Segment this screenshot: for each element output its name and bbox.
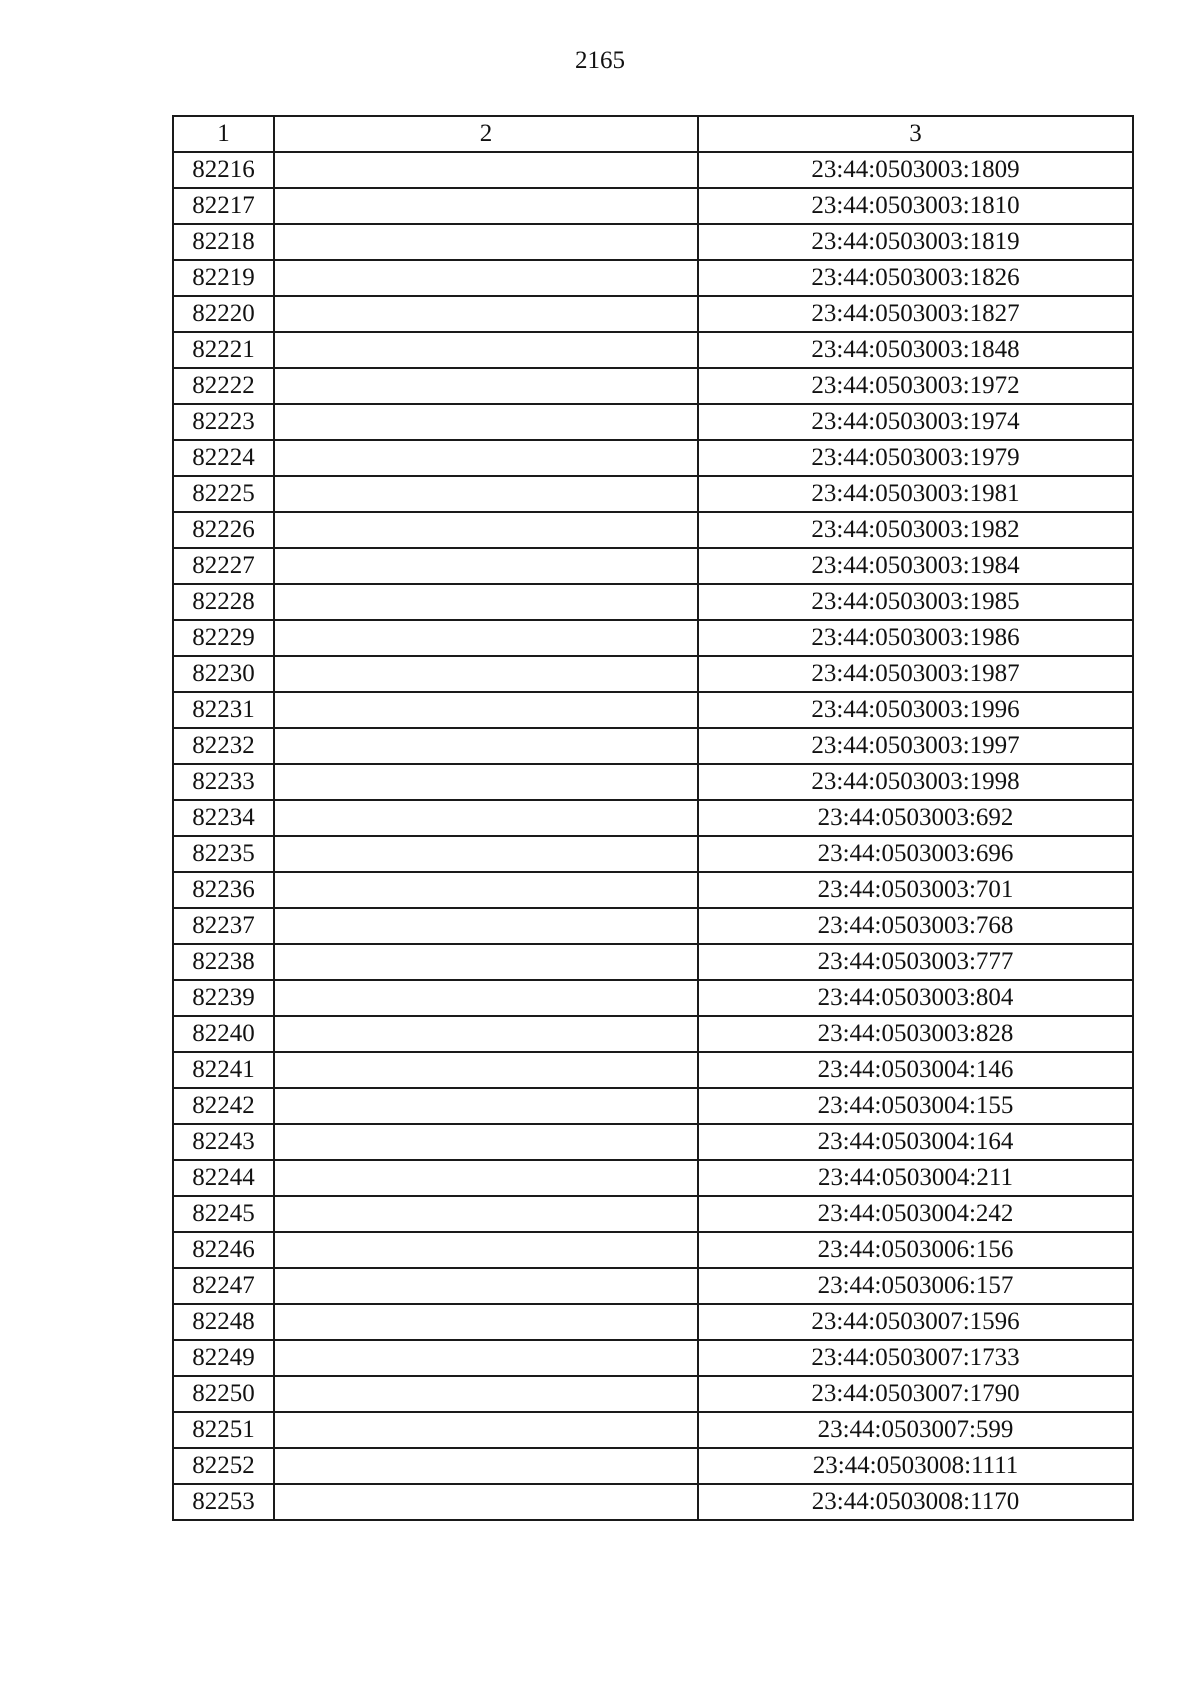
row-number-cell: 82231	[173, 692, 274, 728]
table-row	[173, 296, 1133, 332]
row-number-cell: 82249	[173, 1340, 274, 1376]
row-number-cell: 82253	[173, 1484, 274, 1520]
table-row	[173, 440, 1133, 476]
empty-cell	[274, 764, 698, 800]
table-row	[173, 1376, 1133, 1412]
table-row	[173, 1448, 1133, 1484]
empty-cell	[274, 728, 698, 764]
row-number-cell: 82234	[173, 800, 274, 836]
cadastral-number-cell: 23:44:0503008:1170	[698, 1484, 1133, 1520]
empty-cell	[274, 224, 698, 260]
row-number-cell: 82218	[173, 224, 274, 260]
cadastral-number-cell: 23:44:0503003:1827	[698, 296, 1133, 332]
table-row	[173, 1412, 1133, 1448]
row-number-cell: 82247	[173, 1268, 274, 1304]
row-number-cell: 82248	[173, 1304, 274, 1340]
empty-cell	[274, 584, 698, 620]
cadastral-number-cell: 23:44:0503004:164	[698, 1124, 1133, 1160]
table-row	[173, 332, 1133, 368]
cadastral-number-cell: 23:44:0503003:696	[698, 836, 1133, 872]
table-row	[173, 764, 1133, 800]
row-number-cell: 82220	[173, 296, 274, 332]
row-number-cell: 82222	[173, 368, 274, 404]
row-number-cell: 82230	[173, 656, 274, 692]
cadastral-number-cell: 23:44:0503003:1809	[698, 152, 1133, 188]
cadastral-number-cell: 23:44:0503003:1997	[698, 728, 1133, 764]
table-row	[173, 404, 1133, 440]
cadastral-number-cell: 23:44:0503003:1986	[698, 620, 1133, 656]
row-number-cell: 82246	[173, 1232, 274, 1268]
cadastral-number-cell: 23:44:0503003:1996	[698, 692, 1133, 728]
row-number-cell: 82217	[173, 188, 274, 224]
table-row	[173, 728, 1133, 764]
cadastral-number-cell: 23:44:0503004:146	[698, 1052, 1133, 1088]
cadastral-number-cell: 23:44:0503003:1985	[698, 584, 1133, 620]
empty-cell	[274, 1232, 698, 1268]
cadastral-number-cell: 23:44:0503003:1981	[698, 476, 1133, 512]
registry-table	[172, 115, 1134, 1521]
table-row	[173, 368, 1133, 404]
empty-cell	[274, 1196, 698, 1232]
row-number-cell: 82229	[173, 620, 274, 656]
row-number-cell: 82236	[173, 872, 274, 908]
row-number-cell: 82245	[173, 1196, 274, 1232]
empty-cell	[274, 1340, 698, 1376]
row-number-cell: 82243	[173, 1124, 274, 1160]
empty-cell	[274, 836, 698, 872]
column-header-1: 1	[173, 116, 274, 152]
empty-cell	[274, 872, 698, 908]
empty-cell	[274, 1160, 698, 1196]
row-number-cell: 82237	[173, 908, 274, 944]
column-header-3: 3	[698, 116, 1133, 152]
row-number-cell: 82233	[173, 764, 274, 800]
empty-cell	[274, 800, 698, 836]
table-row	[173, 1016, 1133, 1052]
empty-cell	[274, 512, 698, 548]
table-row	[173, 800, 1133, 836]
empty-cell	[274, 332, 698, 368]
row-number-cell: 82221	[173, 332, 274, 368]
cadastral-number-cell: 23:44:0503003:692	[698, 800, 1133, 836]
row-number-cell: 82224	[173, 440, 274, 476]
table-row	[173, 1196, 1133, 1232]
row-number-cell: 82241	[173, 1052, 274, 1088]
empty-cell	[274, 440, 698, 476]
empty-cell	[274, 404, 698, 440]
row-number-cell: 82238	[173, 944, 274, 980]
cadastral-number-cell: 23:44:0503003:1819	[698, 224, 1133, 260]
cadastral-number-cell: 23:44:0503003:1998	[698, 764, 1133, 800]
table-row	[173, 152, 1133, 188]
table-row	[173, 260, 1133, 296]
table-row	[173, 656, 1133, 692]
cadastral-number-cell: 23:44:0503006:157	[698, 1268, 1133, 1304]
empty-cell	[274, 980, 698, 1016]
row-number-cell: 82235	[173, 836, 274, 872]
cadastral-number-cell: 23:44:0503003:768	[698, 908, 1133, 944]
cadastral-number-cell: 23:44:0503003:1987	[698, 656, 1133, 692]
empty-cell	[274, 1448, 698, 1484]
row-number-cell: 82242	[173, 1088, 274, 1124]
empty-cell	[274, 1052, 698, 1088]
empty-cell	[274, 1376, 698, 1412]
row-number-cell: 82225	[173, 476, 274, 512]
column-header-2: 2	[274, 116, 698, 152]
table-row	[173, 836, 1133, 872]
cadastral-number-cell: 23:44:0503003:1810	[698, 188, 1133, 224]
table-row	[173, 620, 1133, 656]
table-row	[173, 476, 1133, 512]
empty-cell	[274, 1304, 698, 1340]
cadastral-number-cell: 23:44:0503003:828	[698, 1016, 1133, 1052]
cadastral-number-cell: 23:44:0503003:701	[698, 872, 1133, 908]
empty-cell	[274, 1412, 698, 1448]
cadastral-number-cell: 23:44:0503003:1848	[698, 332, 1133, 368]
empty-cell	[274, 260, 698, 296]
empty-cell	[274, 548, 698, 584]
empty-cell	[274, 1268, 698, 1304]
table-row	[173, 944, 1133, 980]
table-row	[173, 980, 1133, 1016]
row-number-cell: 82219	[173, 260, 274, 296]
row-number-cell: 82228	[173, 584, 274, 620]
empty-cell	[274, 656, 698, 692]
table-row	[173, 1052, 1133, 1088]
table-body	[173, 152, 1133, 1520]
empty-cell	[274, 152, 698, 188]
empty-cell	[274, 368, 698, 404]
table-row	[173, 692, 1133, 728]
table-row	[173, 1160, 1133, 1196]
cadastral-number-cell: 23:44:0503003:804	[698, 980, 1133, 1016]
cadastral-number-cell: 23:44:0503006:156	[698, 1232, 1133, 1268]
table-row	[173, 1088, 1133, 1124]
table-row	[173, 188, 1133, 224]
table-row	[173, 1232, 1133, 1268]
table-row	[173, 1268, 1133, 1304]
empty-cell	[274, 1088, 698, 1124]
cadastral-number-cell: 23:44:0503003:1974	[698, 404, 1133, 440]
cadastral-number-cell: 23:44:0503003:1972	[698, 368, 1133, 404]
cadastral-number-cell: 23:44:0503003:1984	[698, 548, 1133, 584]
table-row	[173, 584, 1133, 620]
empty-cell	[274, 692, 698, 728]
empty-cell	[274, 908, 698, 944]
table-row	[173, 224, 1133, 260]
row-number-cell: 82232	[173, 728, 274, 764]
row-number-cell: 82251	[173, 1412, 274, 1448]
cadastral-number-cell: 23:44:0503007:599	[698, 1412, 1133, 1448]
empty-cell	[274, 944, 698, 980]
table-row	[173, 1340, 1133, 1376]
cadastral-number-cell: 23:44:0503003:1979	[698, 440, 1133, 476]
table-row	[173, 548, 1133, 584]
cadastral-number-cell: 23:44:0503003:1982	[698, 512, 1133, 548]
row-number-cell: 82223	[173, 404, 274, 440]
table-row	[173, 512, 1133, 548]
header-row	[173, 116, 1133, 152]
row-number-cell: 82244	[173, 1160, 274, 1196]
table-row	[173, 872, 1133, 908]
empty-cell	[274, 476, 698, 512]
table-row	[173, 1124, 1133, 1160]
cadastral-number-cell: 23:44:0503007:1790	[698, 1376, 1133, 1412]
cadastral-number-cell: 23:44:0503008:1111	[698, 1448, 1133, 1484]
empty-cell	[274, 1124, 698, 1160]
row-number-cell: 82240	[173, 1016, 274, 1052]
cadastral-number-cell: 23:44:0503004:242	[698, 1196, 1133, 1232]
row-number-cell: 82226	[173, 512, 274, 548]
row-number-cell: 82216	[173, 152, 274, 188]
row-number-cell: 82252	[173, 1448, 274, 1484]
table-header	[173, 116, 1133, 152]
cadastral-number-cell: 23:44:0503003:777	[698, 944, 1133, 980]
cadastral-number-cell: 23:44:0503004:155	[698, 1088, 1133, 1124]
empty-cell	[274, 296, 698, 332]
cadastral-number-cell: 23:44:0503007:1733	[698, 1340, 1133, 1376]
empty-cell	[274, 620, 698, 656]
cadastral-number-cell: 23:44:0503003:1826	[698, 260, 1133, 296]
table-row	[173, 1304, 1133, 1340]
table-row	[173, 1484, 1133, 1520]
cadastral-number-cell: 23:44:0503004:211	[698, 1160, 1133, 1196]
row-number-cell: 82250	[173, 1376, 274, 1412]
empty-cell	[274, 1016, 698, 1052]
empty-cell	[274, 1484, 698, 1520]
cadastral-number-cell: 23:44:0503007:1596	[698, 1304, 1133, 1340]
table-row	[173, 908, 1133, 944]
empty-cell	[274, 188, 698, 224]
row-number-cell: 82227	[173, 548, 274, 584]
row-number-cell: 82239	[173, 980, 274, 1016]
page-number: 2165	[575, 47, 625, 74]
